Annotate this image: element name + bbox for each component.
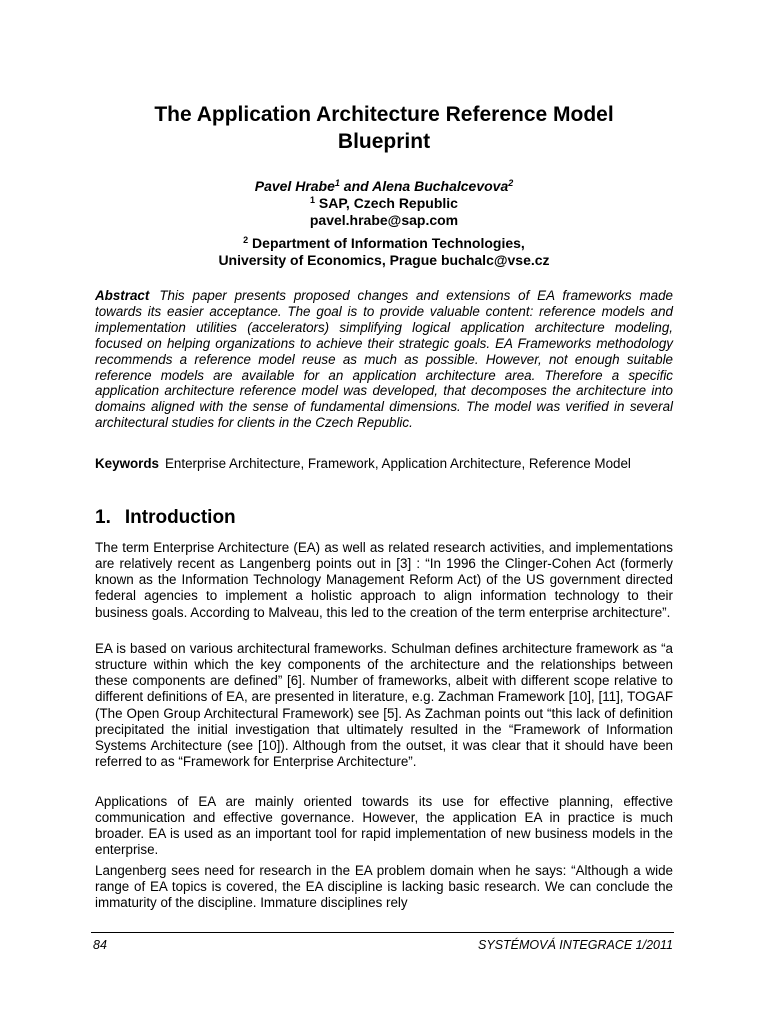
keywords-label: Keywords [95, 456, 159, 471]
author-1-affiliation-mark: 1 [334, 178, 340, 188]
affiliation-1-mark: 1 [310, 195, 316, 205]
section-title: Introduction [124, 507, 236, 528]
affiliation-1-email: pavel.hrabe@sap.com [309, 212, 459, 228]
affiliation-2-university: University of Economics, Prague buchalc@vse.cz [218, 252, 550, 268]
body-paragraph: Langenberg sees need for research in the EA problem domain when he says: “Although a wide range of EA topics is covered, the EA discipline is lacking basic research. We can conclude the immaturity of the discipline. Immature disciplines rely [95, 863, 673, 911]
section-number: 1. [95, 507, 111, 528]
abstract-label: Abstract [95, 288, 150, 303]
footer-divider [91, 932, 674, 933]
keywords [95, 456, 673, 472]
section-heading [95, 506, 236, 530]
body-paragraph: EA is based on various architectural frameworks. Schulman defines architecture framework as “a structure within which the key components of the architecture and the relationships between these components are defined” [6]. Number of frameworks, albeit with different scope relative to different definitions of EA, are presented in literature, e.g. Zachman Framework [10], [11], TOGAF (The Open Group Architectural Framework) see [5]. As Zachman points out “this lack of definition precipitated the initial investigation that ultimately resulted in the “Framework of Information Systems Architecture (see [10]). Although from the outset, it was clear that it should have been referred to as “Framework for Enterprise Architecture”. [95, 641, 673, 770]
author-block [95, 178, 673, 269]
author-names [95, 178, 673, 195]
affiliation-2-department: Department of Information Technologies, [248, 235, 525, 251]
paper-title-line-1: The Application Architecture Reference Model [154, 103, 614, 126]
body-paragraph: Applications of EA are mainly oriented towards its use for effective planning, effective communication and effective governance. However, the application EA in practice is much broader. EA is used as an important tool for rapid implementation of new business models in the enterprise. [95, 794, 673, 858]
affiliation-2 [95, 235, 673, 252]
abstract [95, 288, 673, 431]
body-paragraph: The term Enterprise Architecture (EA) as well as related research activities, and implementations are relatively recent as Langenberg points out in [3] : “In 1996 the Clinger-Cohen Act (formerly known as the Information Technology Management Reform Act) of the US government directed federal agencies to implement a holistic approach to align information technology to their business goals. According to Malveau, this led to the creation of the term enterprise architecture”. [95, 540, 673, 620]
affiliation-1 [95, 195, 673, 212]
affiliation-1-org: SAP, Czech Republic [315, 195, 458, 211]
journal-name: SYSTÉMOVÁ INTEGRACE 1/2011 [478, 938, 673, 952]
author-connector: and [339, 178, 373, 194]
paper-title-line-2: Blueprint [337, 130, 431, 153]
author-2-affiliation-mark: 2 [508, 178, 514, 188]
author-1-name: Pavel Hrabe [254, 178, 335, 194]
author-2-name: Alena Buchalcevova [372, 178, 509, 194]
page-number: 84 [93, 938, 107, 952]
abstract-text: This paper presents proposed changes and extensions of EA frameworks made towards its easier acceptance. The goal is to provide valuable content: reference models and implementation utilities (accelerators) simplifying logical application architecture modeling, focused on helping organizations to achieve their strategic goals. EA Frameworks methodology recommends a reference model reuse as much as possible. However, not enough suitable reference models are available for an application architecture area. Therefore a specific application architecture reference model was developed, that decomposes the architecture into domains aligned with the sense of fundamental dimensions. The model was verified in several architectural studies for clients in the Czech Republic. [95, 288, 673, 431]
paper-title [95, 101, 673, 155]
affiliation-2-mark: 2 [243, 235, 249, 245]
keywords-text: Enterprise Architecture, Framework, Application Architecture, Reference Model [165, 456, 631, 471]
